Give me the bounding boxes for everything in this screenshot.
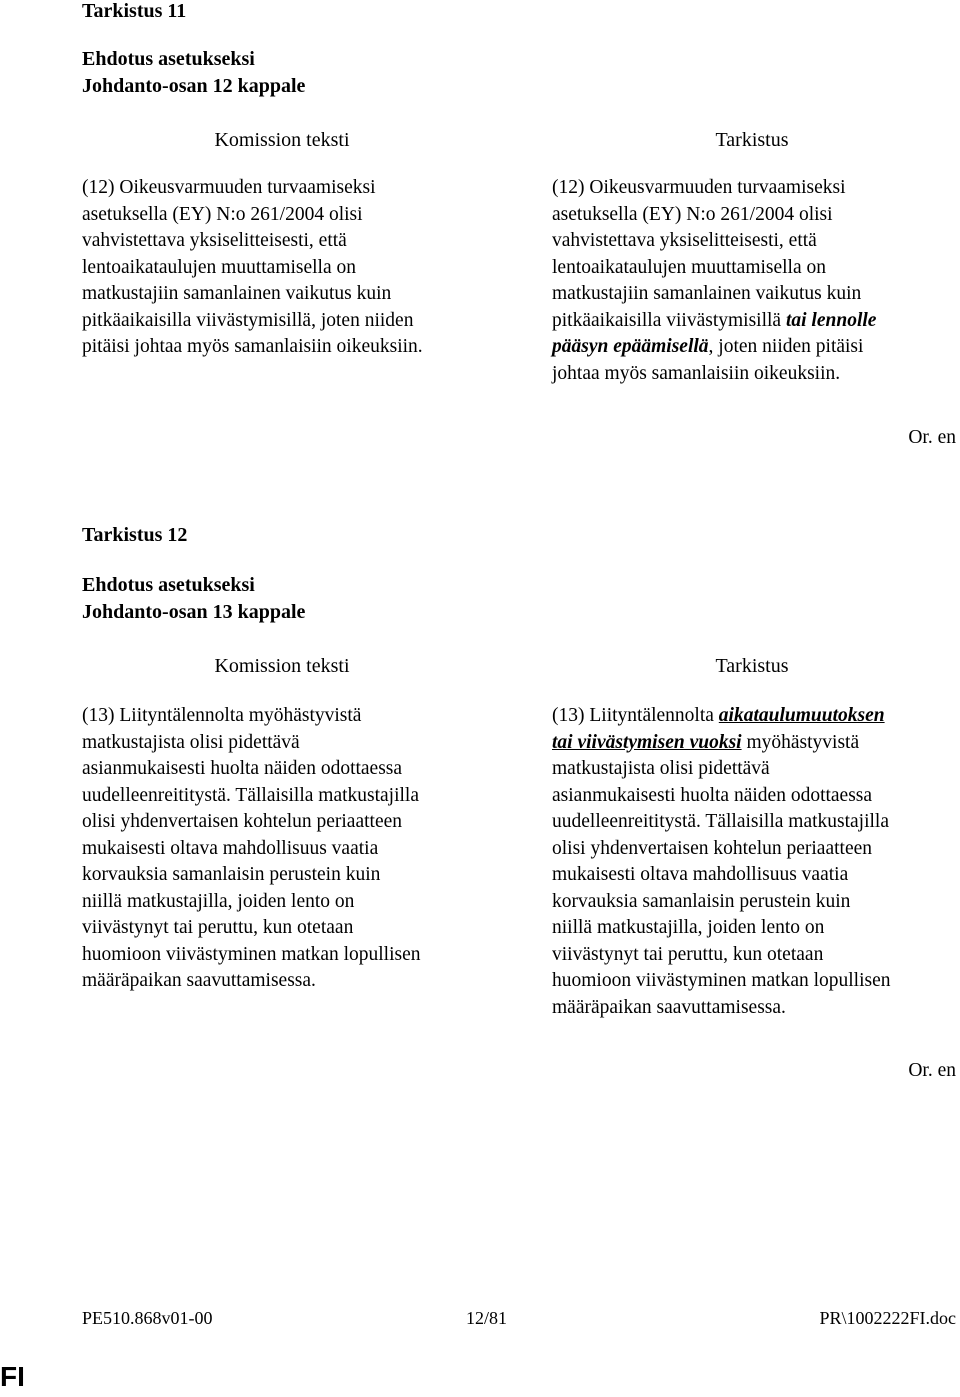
emphasized-change: tai viivästymisen vuoksi: [552, 731, 742, 753]
commission-text-header: Komission teksti: [214, 655, 350, 677]
text-segment: matkustajiin samanlainen vaikutus kuin: [552, 283, 862, 304]
text-line: [552, 942, 891, 969]
amended-text: [552, 703, 891, 1021]
recital-reference: Johdanto-osan 13 kappale: [82, 601, 306, 623]
text-segment: lentoaikataulujen muuttamisella on: [552, 256, 827, 278]
text-line: pitäisi johtaa myös samanlaisiin oikeuksiin.: [82, 336, 423, 357]
text-line: määräpaikan saavuttamisessa.: [82, 970, 316, 991]
text-segment: korvauksia samanlaisin perustein kuin: [552, 890, 851, 912]
text-segment: mukaisesti oltava mahdollisuus vaatia: [552, 864, 849, 885]
text-segment: matkustajista olisi pidettävä: [552, 758, 770, 779]
amended-text: [552, 175, 876, 387]
text-segment: olisi yhdenvertaisen kohtelun periaatteen: [552, 837, 873, 859]
text-line: vahvistettava yksiselitteisesti, että: [82, 230, 347, 251]
text-line: [552, 995, 891, 1022]
text-segment: viivästynyt tai peruttu, kun otetaan: [552, 943, 824, 965]
footer-file-reference: PR\1002222FI.doc: [819, 1308, 956, 1328]
text-line: huomioon viivästyminen matkan lopullisen: [82, 943, 421, 965]
text-segment: uudelleenreititystä. Tällaisilla matkustajilla: [552, 811, 890, 832]
amendment-title: Tarkistus 12: [82, 524, 188, 546]
text-line: [552, 783, 891, 810]
emphasized-change: aikataulumuutoksen: [718, 705, 885, 726]
text-line: [552, 361, 876, 388]
text-line: pitkäaikaisilla viivästymisillä, joten niiden: [82, 309, 414, 331]
text-line: mukaisesti oltava mahdollisuus vaatia: [82, 837, 379, 859]
text-segment: vahvistettava yksiselitteisesti, että: [552, 230, 817, 251]
text-line: [552, 334, 876, 361]
proposal-label: Ehdotus asetukseksi: [82, 574, 255, 596]
text-line: [552, 968, 891, 995]
amendment-header: Tarkistus: [715, 129, 789, 151]
original-language: Or. en: [908, 427, 956, 448]
commission-text-header: Komission teksti: [214, 129, 350, 151]
text-line: [552, 308, 876, 335]
language-code: FI: [0, 1361, 25, 1392]
text-segment: asianmukaisesti huolta näiden odottaessa: [552, 784, 873, 806]
text-line: uudelleenreititystä. Tällaisilla matkustajilla: [82, 784, 420, 806]
text-line: matkustajista olisi pidettävä: [82, 731, 300, 753]
text-line: (12) Oikeusvarmuuden turvaamiseksi: [82, 177, 376, 198]
emphasized-change: tai lennolle: [785, 309, 877, 331]
footer-doc-code: PE510.868v01-00: [82, 1308, 213, 1328]
text-segment: (12) Oikeusvarmuuden turvaamiseksi: [552, 177, 846, 198]
text-line: [552, 889, 891, 916]
text-line: [552, 836, 891, 863]
text-line: lentoaikataulujen muuttamisella on: [82, 256, 357, 278]
text-segment: niillä matkustajilla, joiden lento on: [552, 917, 825, 938]
text-line: olisi yhdenvertaisen kohtelun periaatteen: [82, 811, 403, 832]
text-line: [552, 809, 891, 836]
amendment-title: Tarkistus 11: [82, 0, 187, 22]
original-language: Or. en: [908, 1060, 956, 1081]
text-line: viivästynyt tai peruttu, kun otetaan: [82, 917, 354, 938]
text-line: [552, 862, 891, 889]
recital-reference: Johdanto-osan 12 kappale: [82, 75, 306, 97]
text-segment: pitkäaikaisilla viivästymisillä: [552, 309, 786, 331]
text-segment: huomioon viivästyminen matkan lopullisen: [552, 970, 891, 991]
text-line: [552, 228, 876, 255]
text-line: (13) Liityntälennolta myöhästyvistä: [82, 705, 362, 726]
text-line: [552, 703, 891, 730]
text-line: matkustajiin samanlainen vaikutus kuin: [82, 283, 392, 304]
text-segment: asetuksella (EY) N:o 261/2004 olisi: [552, 203, 833, 225]
text-line: [552, 915, 891, 942]
text-line: [552, 730, 891, 757]
proposal-label: Ehdotus asetukseksi: [82, 48, 255, 70]
text-segment: (13) Liityntälennolta: [552, 705, 719, 726]
text-line: [552, 202, 876, 229]
text-segment: määräpaikan saavuttamisessa.: [552, 996, 786, 1018]
text-line: asianmukaisesti huolta näiden odottaessa: [82, 758, 403, 779]
text-line: [552, 756, 891, 783]
text-line: asetuksella (EY) N:o 261/2004 olisi: [82, 203, 363, 225]
text-segment: myöhästyvistä: [741, 731, 860, 753]
amendment-header: Tarkistus: [715, 655, 789, 677]
text-line: [552, 281, 876, 308]
commission-text: [82, 703, 421, 995]
commission-text: [82, 175, 423, 361]
text-line: [552, 255, 876, 282]
text-line: niillä matkustajilla, joiden lento on: [82, 890, 355, 912]
text-line: [552, 175, 876, 202]
footer-page-number: 12/81: [466, 1308, 508, 1328]
text-segment: johtaa myös samanlaisiin oikeuksiin.: [552, 362, 841, 384]
text-line: korvauksia samanlaisin perustein kuin: [82, 864, 381, 885]
text-segment: , joten niiden pitäisi: [708, 336, 864, 357]
emphasized-change: pääsyn epäämisellä: [552, 336, 709, 357]
